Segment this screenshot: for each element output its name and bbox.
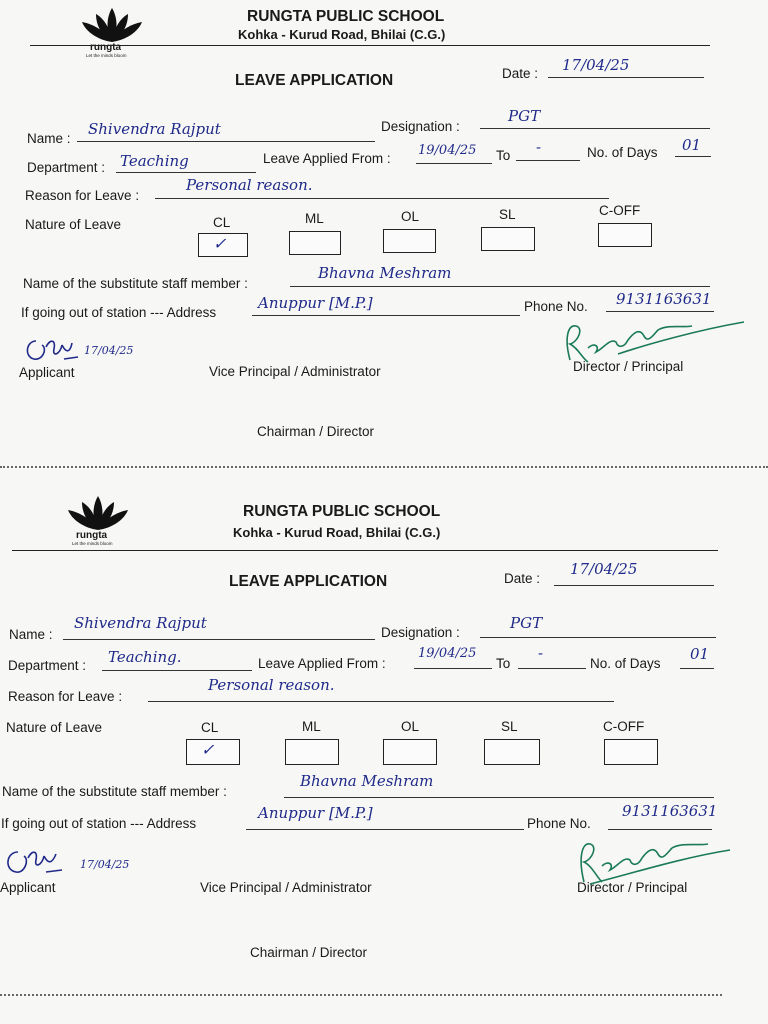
leave-type-cl-checkbox[interactable] xyxy=(186,739,240,765)
phone-value: 9131163631 xyxy=(622,802,718,820)
applicant-signature xyxy=(2,846,82,882)
lotus-icon xyxy=(78,6,146,46)
name-value: Shivendra Rajput xyxy=(88,120,221,138)
form-title: LEAVE APPLICATION xyxy=(235,72,394,89)
leave-type-ol-label: OL xyxy=(401,719,420,734)
name-label: Name : xyxy=(9,627,53,642)
designation-label: Designation : xyxy=(381,625,460,640)
school-address: Kohka - Kurud Road, Bhilai (C.G.) xyxy=(233,525,441,540)
nature-label: Nature of Leave xyxy=(25,217,122,232)
leave-form-1 xyxy=(0,0,768,465)
vp-label: Vice Principal / Administrator xyxy=(209,364,381,379)
leave-type-ml-label: ML xyxy=(302,719,321,734)
department-value: Teaching. xyxy=(108,648,182,666)
designation-value: PGT xyxy=(508,107,541,125)
leave-type-sl-checkbox[interactable] xyxy=(484,739,540,765)
lotus-logo xyxy=(64,494,132,546)
leave-type-coff-checkbox[interactable] xyxy=(604,739,658,765)
department-label: Department : xyxy=(8,658,87,673)
to-label: To xyxy=(496,656,511,671)
reason-value: Personal reason. xyxy=(186,176,313,194)
days-label: No. of Days xyxy=(587,145,658,160)
applicant-sig-date: 17/04/25 xyxy=(84,344,134,357)
leave-type-coff-label: C-OFF xyxy=(599,203,641,218)
nature-label: Nature of Leave xyxy=(6,720,103,735)
checkmark-icon: ✓ xyxy=(213,234,227,253)
leave-from-label: Leave Applied From : xyxy=(258,656,386,671)
director-label: Director / Principal xyxy=(577,880,688,895)
phone-label: Phone No. xyxy=(527,816,591,831)
leave-from-value: 19/04/25 xyxy=(418,143,477,158)
phone-label: Phone No. xyxy=(524,299,588,314)
reason-label: Reason for Leave : xyxy=(25,188,140,203)
to-value: - xyxy=(538,644,544,662)
leave-type-ml-label: ML xyxy=(305,211,324,226)
logo-tagline: Let the minds bloom xyxy=(86,53,127,58)
applicant-sig-date: 17/04/25 xyxy=(80,858,130,871)
form-title: LEAVE APPLICATION xyxy=(229,573,388,590)
name-label: Name : xyxy=(27,131,71,146)
designation-label: Designation : xyxy=(381,119,460,134)
school-name: RUNGTA PUBLIC SCHOOL xyxy=(243,503,441,520)
header-rule xyxy=(30,45,710,46)
checkmark-icon: ✓ xyxy=(201,740,215,759)
substitute-value: Bhavna Meshram xyxy=(300,772,434,790)
chairman-label: Chairman / Director xyxy=(250,945,368,960)
leave-type-coff-label: C-OFF xyxy=(603,719,645,734)
header-rule xyxy=(12,550,718,551)
leave-type-ml-checkbox[interactable] xyxy=(289,231,341,255)
logo-tagline: Let the minds bloom xyxy=(72,541,113,546)
leave-type-ol-label: OL xyxy=(401,209,420,224)
department-label: Department : xyxy=(27,160,106,175)
logo-text: rungta xyxy=(90,42,122,53)
station-value: Anuppur [M.P.] xyxy=(258,294,373,312)
leave-type-ol-checkbox[interactable] xyxy=(383,739,437,765)
cut-line xyxy=(0,994,722,996)
date-label: Date : xyxy=(502,66,539,81)
substitute-value: Bhavna Meshram xyxy=(318,264,452,282)
designation-value: PGT xyxy=(510,614,543,632)
substitute-label: Name of the substitute staff member : xyxy=(23,276,248,291)
days-value: 01 xyxy=(690,645,710,663)
phone-value: 9131163631 xyxy=(616,290,712,308)
leave-form-2 xyxy=(0,490,768,1005)
applicant-signature xyxy=(22,335,92,369)
leave-type-sl-label: SL xyxy=(501,719,518,734)
leave-type-coff-checkbox[interactable] xyxy=(598,223,652,247)
applicant-label: Applicant xyxy=(0,880,56,895)
leave-type-ml-checkbox[interactable] xyxy=(285,739,339,765)
leave-from-label: Leave Applied From : xyxy=(263,151,391,166)
to-value: - xyxy=(536,138,542,156)
school-address: Kohka - Kurud Road, Bhilai (C.G.) xyxy=(238,27,446,42)
leave-type-cl-checkbox[interactable] xyxy=(198,233,248,257)
leave-from-value: 19/04/25 xyxy=(418,646,477,661)
name-value: Shivendra Rajput xyxy=(74,614,207,632)
substitute-label: Name of the substitute staff member : xyxy=(2,784,227,799)
station-label: If going out of station --- Address xyxy=(21,305,217,320)
leave-type-ol-checkbox[interactable] xyxy=(383,229,436,253)
reason-label: Reason for Leave : xyxy=(8,689,123,704)
applicant-label: Applicant xyxy=(19,365,75,380)
leave-type-cl-label: CL xyxy=(213,215,231,230)
days-label: No. of Days xyxy=(590,656,661,671)
date-value: 17/04/25 xyxy=(562,56,630,74)
leave-type-sl-label: SL xyxy=(499,207,516,222)
leave-type-cl-label: CL xyxy=(201,720,219,735)
department-value: Teaching xyxy=(120,152,189,170)
station-label: If going out of station --- Address xyxy=(1,816,197,831)
lotus-logo xyxy=(78,6,146,58)
station-value: Anuppur [M.P.] xyxy=(258,804,373,822)
days-value: 01 xyxy=(682,136,702,154)
lotus-icon xyxy=(64,494,132,534)
logo-text: rungta xyxy=(76,530,108,541)
chairman-label: Chairman / Director xyxy=(257,424,375,439)
school-name: RUNGTA PUBLIC SCHOOL xyxy=(247,8,445,25)
cut-line xyxy=(0,466,768,468)
vp-label: Vice Principal / Administrator xyxy=(200,880,372,895)
director-label: Director / Principal xyxy=(573,359,684,374)
date-label: Date : xyxy=(504,571,541,586)
leave-type-sl-checkbox[interactable] xyxy=(481,227,535,251)
date-value: 17/04/25 xyxy=(570,560,638,578)
to-label: To xyxy=(496,148,511,163)
reason-value: Personal reason. xyxy=(208,676,335,694)
